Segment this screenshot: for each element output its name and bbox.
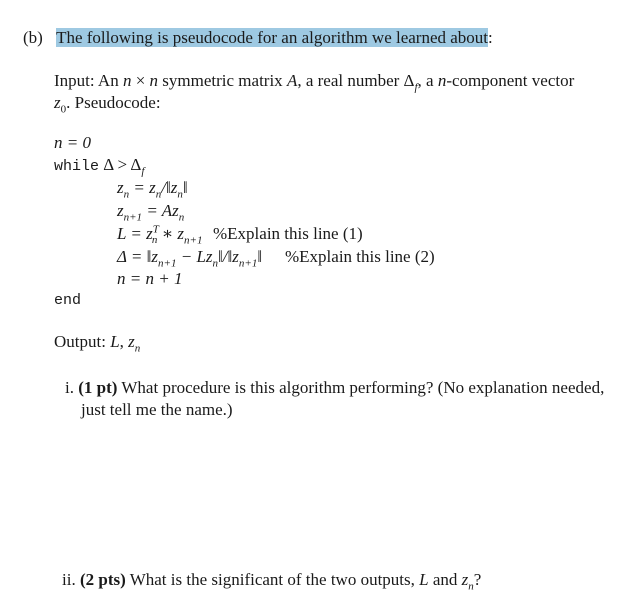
part-label: (b) bbox=[23, 28, 43, 47]
question-points: (2 pts) bbox=[79, 570, 126, 589]
math-n: n bbox=[122, 71, 132, 90]
intro-text: -component vector bbox=[446, 71, 575, 90]
math-n: n bbox=[149, 71, 159, 90]
intro-text: Input: An bbox=[54, 71, 119, 90]
intro-text: . Pseudocode: bbox=[66, 93, 161, 112]
math-z: z bbox=[54, 93, 61, 112]
question-number: i. bbox=[65, 378, 74, 397]
math-z: z bbox=[461, 570, 469, 589]
question-1 bbox=[65, 378, 604, 398]
math-A: A bbox=[286, 71, 298, 90]
while-condition: Δ > Δ bbox=[103, 155, 142, 174]
part-title: The following is pseudocode for an algorithm we learned about bbox=[56, 28, 489, 47]
math-z: z bbox=[128, 332, 135, 351]
question-text: What procedure is this algorithm performing? (No explanation needed, bbox=[121, 378, 605, 397]
intro-text: , a real number bbox=[297, 71, 400, 90]
comment-1: %Explain this line (1) bbox=[213, 224, 363, 243]
code-line-normalize: $z_n$ = $z_n/‖z_n‖$ bbox=[117, 178, 188, 201]
code-line-increment: n = n + 1 bbox=[117, 269, 183, 288]
intro-line-1 bbox=[54, 71, 575, 94]
question-points: (1 pt) bbox=[78, 378, 118, 397]
code-line-residual: $\Delta = ‖z_{n+1}$ − $Lz_n‖/‖z_{n+1}‖$ bbox=[117, 247, 263, 270]
code-line-rayleigh: $L = z^T_n$ ∗ $z_{n+1}$ bbox=[117, 223, 203, 247]
part-title-colon: : bbox=[488, 28, 493, 47]
math-L: L bbox=[110, 332, 120, 351]
code-init: n = 0 bbox=[54, 133, 91, 152]
output-label: Output: bbox=[54, 332, 106, 351]
question-1-cont: just tell me the name.) bbox=[81, 400, 233, 419]
math-sub: f bbox=[414, 81, 418, 94]
keyword-while: while bbox=[54, 158, 100, 175]
math-sub: f bbox=[141, 165, 145, 178]
math-delta: Δ bbox=[403, 71, 415, 90]
part-header bbox=[23, 28, 493, 48]
question-2: ii. (2 pts) What is the significant of the two outputs, L and $z_n$? bbox=[62, 570, 482, 593]
code-while bbox=[54, 155, 145, 178]
intro-line-2 bbox=[54, 93, 161, 116]
question-text: What is the significant of the two outputs, bbox=[129, 570, 415, 589]
comment-2: %Explain this line (2) bbox=[285, 247, 435, 266]
keyword-end: end bbox=[54, 292, 82, 309]
math-L: L bbox=[419, 570, 429, 589]
question-number: ii. bbox=[62, 570, 76, 589]
intro-text: , a bbox=[417, 71, 434, 90]
code-line-multiply: $z_{n+1} = Az_n$ bbox=[117, 201, 185, 224]
math-sub: 0 bbox=[60, 103, 67, 116]
intro-text: symmetric matrix bbox=[162, 71, 283, 90]
math-times: × bbox=[135, 71, 146, 90]
output-line: Output: L, $z_n$ bbox=[54, 332, 141, 355]
math-n: n bbox=[437, 71, 447, 90]
